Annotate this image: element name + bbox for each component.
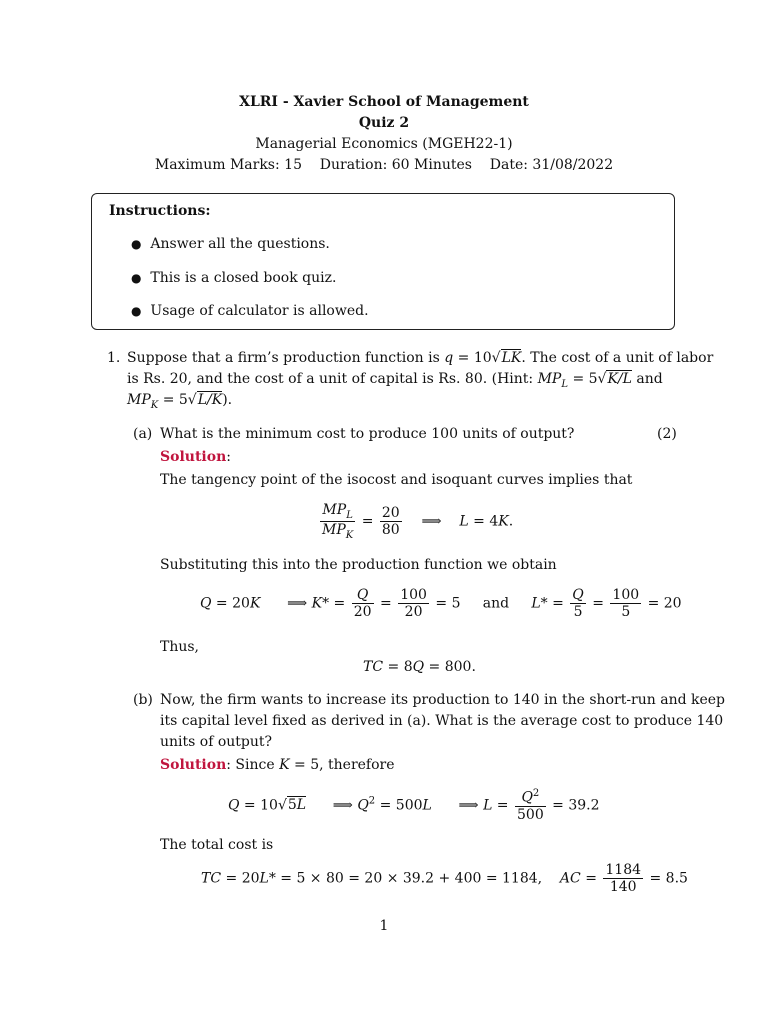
solution-label: Solution (160, 449, 227, 465)
course-title: Managerial Economics (MGEH22-1) (255, 136, 513, 152)
quiz-title: Quiz 2 (358, 115, 410, 131)
question-text: is Rs. 20, and the cost of a unit of capital is Rs. 80. (Hint: (127, 371, 534, 387)
part-b-question-3: units of output? (160, 734, 273, 750)
instruction-text: Usage of calculator is allowed. (150, 303, 369, 319)
instruction-text: Answer all the questions. (150, 236, 330, 252)
instruction-item (131, 270, 336, 286)
part-a-question: What is the minimum cost to produce 100 units of output? (160, 426, 575, 442)
part-a-marks: (2) (657, 426, 677, 442)
and-word: and (482, 595, 510, 612)
part-a-label: (a) (133, 426, 153, 442)
instruction-text: This is a closed book quiz. (150, 270, 337, 286)
instructions-title: Instructions: (109, 203, 211, 219)
question-text-and: and (636, 371, 663, 387)
institution-title: XLRI - Xavier School of Management (239, 94, 529, 110)
bullet-icon: ● (131, 237, 142, 251)
equation-substitution: Q = 20K ⟹ K* = $\frac{Q}{20}$ = $\frac{100}{20}$ = 5 and L* = $\frac{Q}{5}$ = $\frac{100}{5}$ = 20 (200, 587, 682, 620)
solution-text-cont: , therefore (319, 757, 395, 773)
part-a-text-1: The tangency point of the isocost and isoquant curves implies that (160, 472, 633, 488)
equation-tangency: $\frac{MP_L}{MP_K}$ = $\frac{20}{80}$ ⟹ L = 4K. (322, 502, 514, 541)
solution-label: Solution (160, 757, 227, 773)
equation-labor: Q = 10√5L ⟹ $Q^2 = 500L$ ⟹ L = $\frac{Q^2}{500}$ = 39.2 (228, 788, 600, 823)
bullet-icon: ● (131, 304, 142, 318)
exam-meta: Maximum Marks: 15 Duration: 60 Minutes Date: 31/08/2022 (154, 157, 614, 173)
question-line-1: Suppose that a firm’s production function is q = 10√LK. The cost of a unit of labor (127, 350, 714, 366)
part-b-label: (b) (133, 692, 153, 708)
instruction-item (131, 303, 369, 319)
part-a-text-2: Substituting this into the production function we obtain (160, 557, 557, 573)
question-line-3: $MP_K = 5√L/K$). (127, 392, 233, 411)
equation-average-cost: TC = 20L* = 5 × 80 = 20 × 39.2 + 400 = 1184, AC = $\frac{1184}{140}$ = 8.5 (201, 862, 688, 895)
part-a-solution-label: Solution: (160, 449, 231, 465)
part-b-question-1: Now, the firm wants to increase its production to 140 in the short-run and keep (160, 692, 726, 708)
question-text-cont: . The cost of a unit of labor (521, 350, 714, 366)
page-number: 1 (379, 918, 389, 934)
part-a-thus: Thus, (160, 639, 200, 655)
question-number: 1. (107, 350, 121, 366)
question-line-2: is Rs. 20, and the cost of a unit of capital is Rs. 80. (Hint: $MP_L = 5√K/L$ and (127, 371, 663, 390)
bullet-icon: ● (131, 271, 142, 285)
part-b-total-cost-text: The total cost is (160, 837, 274, 853)
equation-total-cost: TC = 8Q = 800. (363, 659, 476, 675)
question-text: Suppose that a firm’s production function is (127, 350, 440, 366)
instruction-item (131, 236, 330, 252)
solution-text: : Since (226, 757, 275, 773)
part-b-question-2: its capital level fixed as derived in (a). What is the average cost to produce 140 (160, 713, 724, 729)
part-b-solution: Solution: Since K = 5, therefore (160, 757, 395, 773)
